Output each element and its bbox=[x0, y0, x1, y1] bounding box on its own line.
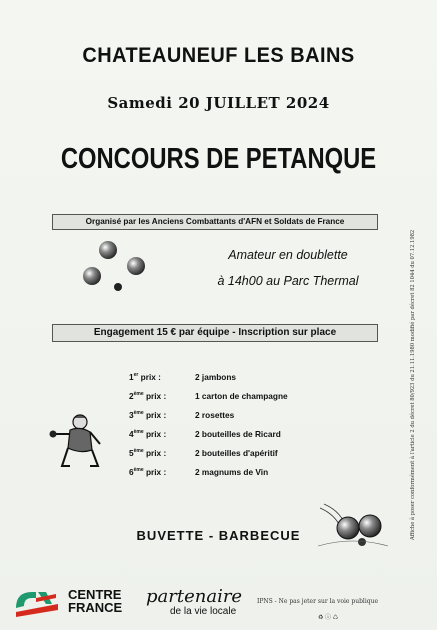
prize-rank: 3ème prix : bbox=[129, 410, 167, 420]
event-title: CONCOURS DE PETANQUE bbox=[60, 143, 377, 175]
registration-band: Engagement 15 € par équipe - Inscription sur place bbox=[52, 324, 378, 342]
petanque-balls-icon bbox=[78, 238, 158, 298]
organizer-band: Organisé par les Anciens Combattants d'AFN et Soldats de France bbox=[52, 214, 378, 230]
prize-rank: 6ème prix : bbox=[129, 467, 167, 477]
partner-text: partenaire bbox=[146, 586, 243, 607]
prize-rank: 2ème prix : bbox=[129, 391, 167, 401]
town-title: CHATEAUNEUF LES BAINS bbox=[82, 44, 355, 67]
partner-subtitle: de la vie locale bbox=[170, 606, 237, 617]
bank-name: CENTRE FRANCE bbox=[68, 587, 123, 615]
amenities-text: BUVETTE - BARBECUE bbox=[136, 528, 301, 543]
format-text: Amateur en doublette bbox=[228, 248, 348, 262]
ipns-text: IPNS - Ne pas jeter sur la voie publique bbox=[257, 598, 379, 605]
prize-rank: 4ème prix : bbox=[129, 429, 167, 439]
player-crouching-icon bbox=[48, 410, 112, 472]
legal-side-text: Affiche à poser conformément à l'article 2 du décret 80/923 du 21.11.1980 modifié par décret 82 1044 du 07.12.1982 bbox=[410, 229, 416, 540]
prize-item: 2 bouteilles de Ricard bbox=[195, 429, 281, 439]
prize-item: 1 carton de champagne bbox=[195, 391, 288, 401]
event-date: Samedi 20 JUILLET 2024 bbox=[107, 94, 330, 112]
prize-rank: 1er prix : bbox=[129, 372, 161, 382]
credit-agricole-logo bbox=[12, 584, 62, 618]
time-place-text: à 14h00 au Parc Thermal bbox=[217, 274, 359, 288]
prize-rank: 5ème prix : bbox=[129, 448, 167, 458]
prize-item: 2 magnums de Vin bbox=[195, 467, 269, 477]
prize-item: 2 jambons bbox=[195, 372, 237, 382]
prize-item: 2 bouteilles d'apéritif bbox=[195, 448, 278, 458]
prize-item: 2 rosettes bbox=[195, 410, 235, 420]
recycle-icons: ♻ ⓘ ♺ bbox=[318, 615, 339, 621]
